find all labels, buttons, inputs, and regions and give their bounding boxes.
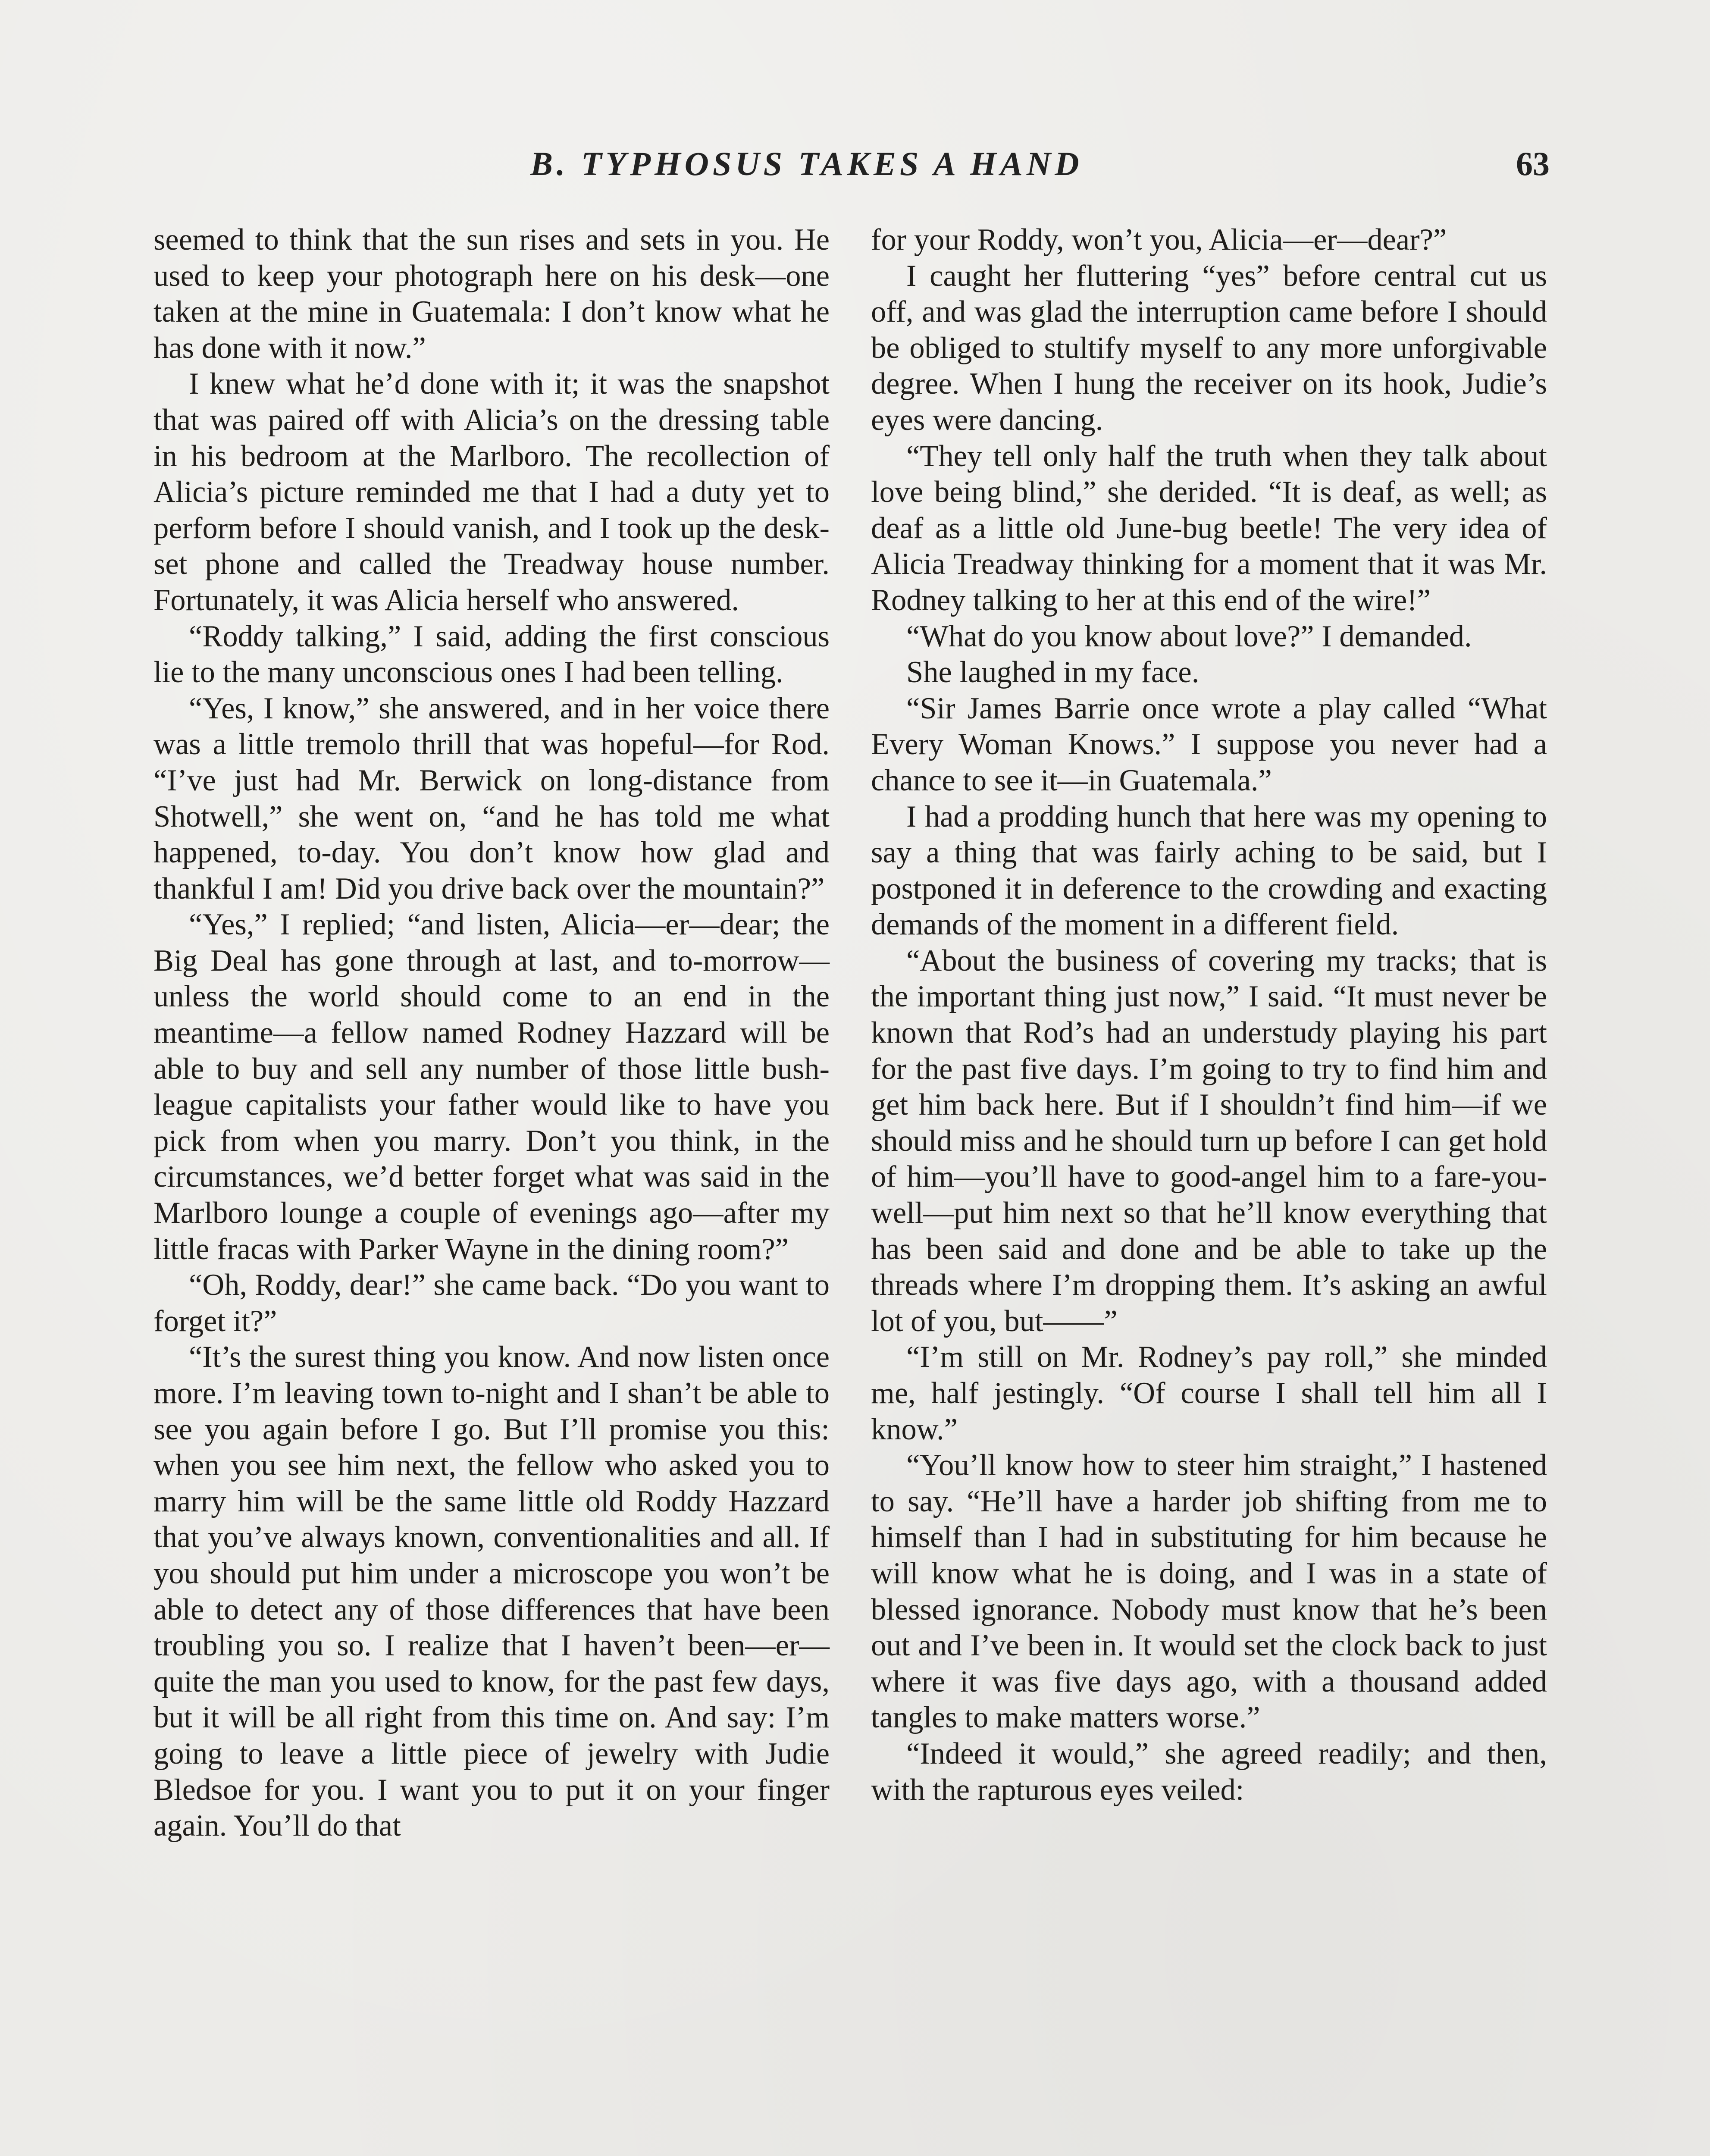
paragraph: “About the business of covering my tracks; that is the important thing just now,” I said. “It must never be known that Rod’s had an understudy playing his part for the past five days. I’m going to try to find him and get him back here. But if I shouldn’t find him—if we should miss and he should turn up before I can get hold of him—you’ll have to good-angel him to a fare-you-well—put him next so that he’ll know everything that has been said and done and be able to take up the threads where I’m dropping them. It’s asking an awful lot of you, but——” <box>871 943 1547 1338</box>
paragraph: “Yes,” I replied; “and listen, Alicia—er—dear; the Big Deal has gone through at last, and to-morrow—unless the world should come to an end in the meantime—a fellow named Rodney Hazzard will be able to buy and sell any number of those little bush-league capitalists your father would like to have you pick from when you marry. Don’t you think, in the circumstances, we’d better forget what was said in the Marlboro lounge a couple of evenings ago—after my little fracas with Parker Wayne in the dining room?” <box>153 908 830 1266</box>
paragraph: “It’s the surest thing you know. And now listen once more. I’m leaving town to-night and I shan’t be able to see you again before I go. But I’ll promise you this: when you see him next, the fellow who asked you to marry him will be the same little old Roddy Hazzard that you’ve always known, conventionalities and all. If you should put him under a microscope you won’t be able to detect any of those differences that have been troubling you so. I realize that I haven’t been—er—quite the man you used to know, for the past few days, but it will be all right from this time on. And say: I’m going to leave a little piece of jewelry with Judie Bledsoe for you. I want you to put it on your finger again. You’ll do that <box>153 1340 830 1843</box>
paragraph: “Sir James Barrie once wrote a play called “What Every Woman Knows.” I suppose you never had a chance to see it—in Guatemala.” <box>871 691 1547 797</box>
paragraph: “I’m still on Mr. Rodney’s pay roll,” she minded me, half jestingly. “Of course I shall tell him all I know.” <box>871 1340 1547 1446</box>
paragraph: I knew what he’d done with it; it was the snapshot that was paired off with Alicia’s on the dressing table in his bedroom at the Marlboro. The recollection of Alicia’s picture reminded me that I had a duty yet to perform before I should vanish, and I took up the desk-set phone and called the Treadway house number. Fortunately, it was Alicia herself who answered. <box>153 367 830 617</box>
paragraph: I had a prodding hunch that here was my opening to say a thing that was fairly aching to be said, but I postponed it in deference to the crowding and exacting demands of the moment in a different field. <box>871 799 1547 942</box>
paragraph: I caught her fluttering “yes” before central cut us off, and was glad the interruption came before I should be obliged to stultify myself to any more unforgivable degree. When I hung the receiver on its hook, Judie’s eyes were dancing. <box>871 259 1547 437</box>
paragraph: “You’ll know how to steer him straight,” I hastened to say. “He’ll have a harder job shifting from me to himself than I had in substituting for him because he will know what he is doing, and I was in a state of blessed ignorance. Nobody must know that he’s been out and I’ve been in. It would set the clock back to just where it was five days ago, with a thousand added tangles to make matters worse.” <box>871 1448 1547 1735</box>
paragraph: “What do you know about love?” I demanded. <box>906 619 1472 653</box>
page-number: 63 <box>1516 145 1550 182</box>
paragraph: seemed to think that the sun rises and sets in you. He used to keep your photograph here on his desk—one taken at the mine in Guatemala: I don’t know what he has done with it now.” <box>153 223 830 365</box>
paragraph: for your Roddy, won’t you, Alicia—er—dear?” <box>871 223 1447 257</box>
paragraph: “Roddy talking,” I said, adding the first conscious lie to the many unconscious ones I had been telling. <box>153 619 830 689</box>
running-title: B. TYPHOSUS TAKES A HAND <box>530 145 1083 182</box>
right-column <box>871 222 1547 1808</box>
paragraph: “They tell only half the truth when they talk about love being blind,” she derided. “It is deaf, as well; as deaf as a little old June-bug beetle! The very idea of Alicia Treadway thinking for a moment that it was Mr. Rodney talking to her at this end of the wire!” <box>871 439 1547 617</box>
left-column <box>153 222 830 1844</box>
paragraph: “Indeed it would,” she agreed readily; and then, with the rapturous eyes veiled: <box>871 1736 1547 1807</box>
paragraph: “Yes, I know,” she answered, and in her voice there was a little tremolo thrill that was hopeful—for Rod. “I’ve just had Mr. Berwick on long-distance from Shotwell,” she went on, “and he has told me what happened, to-day. You don’t know how glad and thankful I am! Did you drive back over the mountain?” <box>153 691 830 906</box>
paragraph: She laughed in my face. <box>906 655 1200 689</box>
paragraph: “Oh, Roddy, dear!” she came back. “Do you want to forget it?” <box>153 1268 830 1338</box>
